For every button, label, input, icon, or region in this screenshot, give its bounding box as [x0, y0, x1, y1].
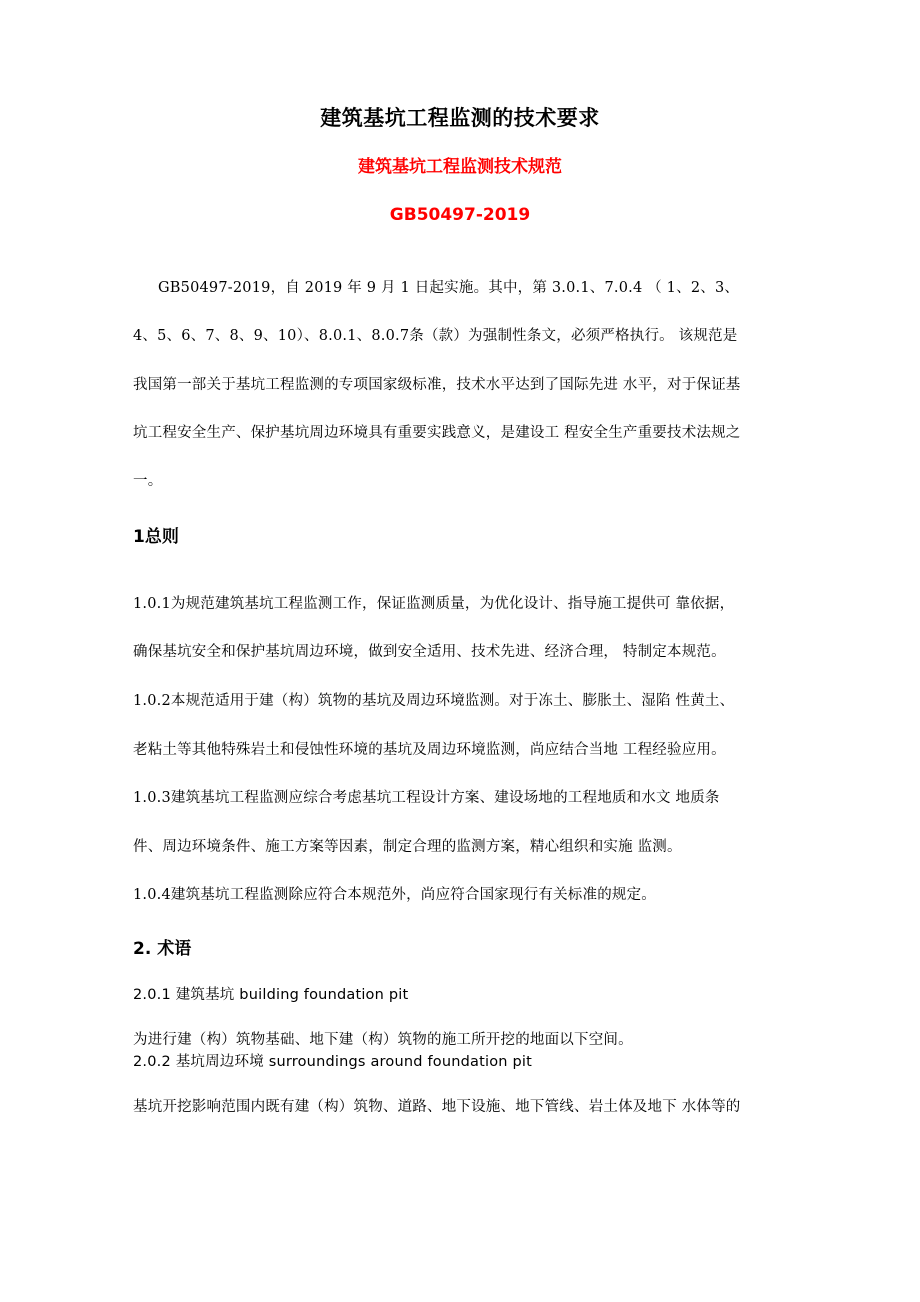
- clause-line: 1.0.3建筑基坑工程监测应综合考虑基坑工程设计方案、建设场地的工程地质和水文 地质条: [133, 790, 720, 806]
- standard-name: 建筑基坑工程监测技术规范: [358, 157, 562, 177]
- section-heading-terms: 2. 术语: [133, 939, 192, 959]
- clause-line: 确保基坑安全和保护基坑周边环境，做到安全适用、技术先进、经济合理， 特制定本规范。: [133, 644, 726, 660]
- intro-line: GB50497-2019，自 2019 年 9 月 1 日起实施。其中，第 3.0.1、7.0.4 （ 1、2、3、: [158, 280, 740, 296]
- clause-line: 1.0.4建筑基坑工程监测除应符合本规范外，尚应符合国家现行有关标准的规定。: [133, 887, 656, 903]
- intro-line: 我国第一部关于基坑工程监测的专项国家级标准，技术水平达到了国际先进 水平，对于保证基: [133, 377, 741, 393]
- clause-line: 件、周边环境条件、施工方案等因素，制定合理的监测方案，精心组织和实施 监测。: [133, 839, 682, 855]
- intro-line: 4、5、6、7、8、9、10）、8.0.1、8.0.7条（款）为强制性条文，必须严格执行。 该规范是: [133, 328, 738, 344]
- intro-line: 一。: [133, 473, 163, 489]
- term-line: 2.0.2 基坑周边环境 surroundings around foundation pit: [133, 1054, 532, 1070]
- clause-line: 1.0.2本规范适用于建（构）筑物的基坑及周边环境监测。对于冻土、膨胀土、湿陷 性黄土、: [133, 693, 735, 709]
- clause-line: 老粘土等其他特殊岩土和侵蚀性环境的基坑及周边环境监测，尚应结合当地 工程经验应用。: [133, 742, 726, 758]
- term-definition: 基坑开挖影响范围内既有建（构）筑物、道路、地下设施、地下管线、岩土体及地下 水体等的: [133, 1099, 741, 1115]
- document-title: 建筑基坑工程监测的技术要求: [320, 106, 600, 130]
- clause-line: 1.0.1为规范建筑基坑工程监测工作，保证监测质量，为优化设计、指导施工提供可 靠依据，: [133, 596, 735, 612]
- term-line: 2.0.1 建筑基坑 building foundation pit: [133, 987, 409, 1003]
- standard-code: GB50497-2019: [389, 205, 531, 225]
- term-definition: 为进行建（构）筑物基础、地下建（构）筑物的施工所开挖的地面以下空间。: [133, 1032, 633, 1048]
- intro-line: 坑工程安全生产、保护基坑周边环境具有重要实践意义，是建设工 程安全生产重要技术法规之: [133, 425, 741, 441]
- section-heading-general: 1总则: [133, 527, 179, 547]
